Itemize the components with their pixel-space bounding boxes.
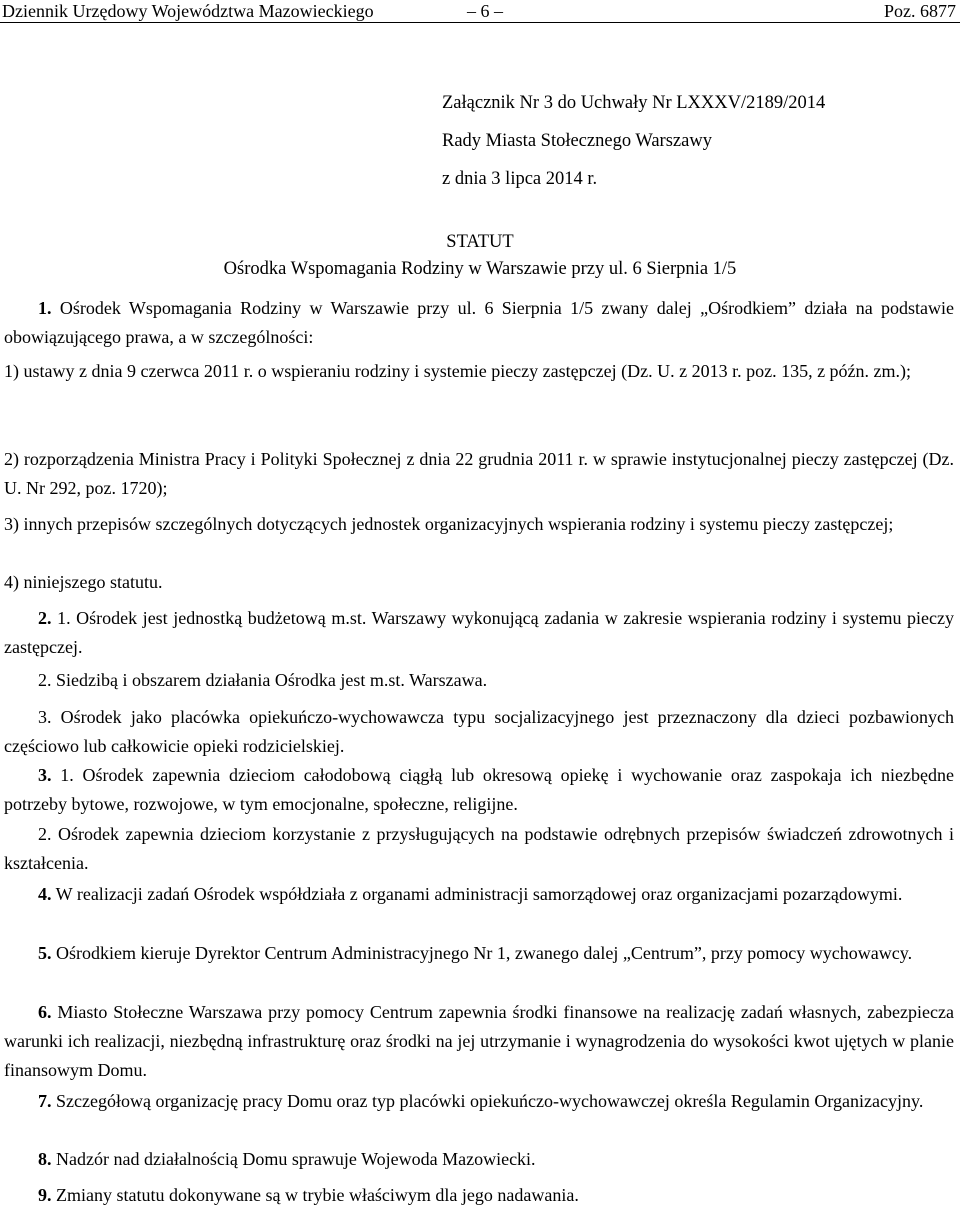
paragraph-5 <box>4 939 954 968</box>
paragraph-1 <box>4 294 954 352</box>
annex-line-1: Załącznik Nr 3 do Uchwały Nr LXXXV/2189/2014 <box>442 93 826 113</box>
header-divider <box>0 22 960 23</box>
paragraph-number: 2. <box>38 608 52 628</box>
paragraph-2-point-2: 2. Siedzibą i obszarem działania Ośrodka jest m.st. Warszawa. <box>38 670 488 690</box>
paragraph-4 <box>4 880 954 909</box>
paragraph-number: 9. <box>38 1185 52 1205</box>
paragraph-number: 1. <box>38 298 52 318</box>
paragraph-number: 3. <box>38 765 52 785</box>
paragraph-2-point-3: 3. Ośrodek jako placówka opiekuńczo-wychowawcza typu socjalizacyjnego jest przeznaczony dla dzieci pozbawionych częściowo lub całkowicie opieki rodzicielskiej. <box>4 707 954 756</box>
paragraph-text: 1. Ośrodek jest jednostką budżetową m.st. Warszawy wykonującą zadania w zakresie wspierania rodziny i systemu pieczy zastępczej. <box>4 608 954 657</box>
page-header <box>0 0 960 22</box>
position-number: Poz. 6877 <box>884 1 956 21</box>
document-subtitle: Ośrodka Wspomagania Rodziny w Warszawie przy ul. 6 Sierpnia 1/5 <box>223 259 737 279</box>
list-item-4: 4) niniejszego statutu. <box>4 572 163 592</box>
paragraph-number: 6. <box>38 1002 52 1022</box>
paragraph-6 <box>4 998 954 1085</box>
paragraph-number: 5. <box>38 943 52 963</box>
paragraph-9 <box>4 1181 954 1210</box>
list-item-2: 2) rozporządzenia Ministra Pracy i Polityki Społecznej z dnia 22 grudnia 2011 r. w sprawie instytucjonalnej pieczy zastępczej (Dz. U. Nr 292, poz. 1720); <box>4 449 954 498</box>
list-item-3: 3) innych przepisów szczególnych dotyczących jednostek organizacyjnych wspierania rodziny i systemu pieczy zastępczej; <box>4 514 894 534</box>
annex-line-3: z dnia 3 lipca 2014 r. <box>442 169 598 189</box>
paragraph-7 <box>4 1087 954 1116</box>
page-number: – 6 – <box>467 1 503 21</box>
list-item-1: 1) ustawy z dnia 9 czerwca 2011 r. o wspieraniu rodziny i systemie pieczy zastępczej (Dz. U. z 2013 r. poz. 135, z późn. zm.); <box>4 361 912 381</box>
paragraph-8 <box>4 1145 954 1174</box>
paragraph-number: 8. <box>38 1149 52 1169</box>
paragraph-text: Miasto Stołeczne Warszawa przy pomocy Centrum zapewnia środki finansowe na realizację zadań własnych, zabezpiecza warunki ich realizacji, niezbędną infrastrukturę oraz środki na jej utrzymanie i wynagrodzenia do wysokości kwot ujętych w planie finansowym Domu. <box>4 1002 954 1080</box>
paragraph-text: Nadzór nad działalnością Domu sprawuje Wojewoda Mazowiecki. <box>51 1149 536 1169</box>
journal-name: Dziennik Urzędowy Województwa Mazowieckiego <box>2 1 374 21</box>
paragraph-text: Ośrodkiem kieruje Dyrektor Centrum Administracyjnego Nr 1, zwanego dalej „Centrum”, przy pomocy wychowawcy. <box>51 943 913 963</box>
paragraph-number: 4. <box>38 884 52 904</box>
paragraph-number: 7. <box>38 1091 52 1111</box>
annex-line-2: Rady Miasta Stołecznego Warszawy <box>442 131 712 151</box>
paragraph-text: Szczegółową organizację pracy Domu oraz typ placówki opiekuńczo-wychowawczej określa Regulamin Organizacyjny. <box>51 1091 924 1111</box>
paragraph-3-point-2: 2. Ośrodek zapewnia dzieciom korzystanie z przysługujących na podstawie odrębnych przepisów świadczeń zdrowotnych i kształcenia. <box>4 824 954 873</box>
paragraph-text: W realizacji zadań Ośrodek współdziała z organami administracji samorządowej oraz organizacjami pozarządowymi. <box>51 884 903 904</box>
paragraph-3 <box>4 761 954 819</box>
document-title: STATUT <box>446 232 514 252</box>
paragraph-text: Ośrodek Wspomagania Rodziny w Warszawie przy ul. 6 Sierpnia 1/5 zwany dalej „Ośrodkiem” działa na podstawie obowiązującego prawa, a w szczególności: <box>4 298 954 347</box>
paragraph-text: Zmiany statutu dokonywane są w trybie właściwym dla jego nadawania. <box>51 1185 579 1205</box>
paragraph-text: 1. Ośrodek zapewnia dzieciom całodobową ciągłą lub okresową opiekę i wychowanie oraz zaspokaja ich niezbędne potrzeby bytowe, rozwojowe, w tym emocjonalne, społeczne, religijne. <box>4 765 954 814</box>
paragraph-2 <box>4 604 954 662</box>
